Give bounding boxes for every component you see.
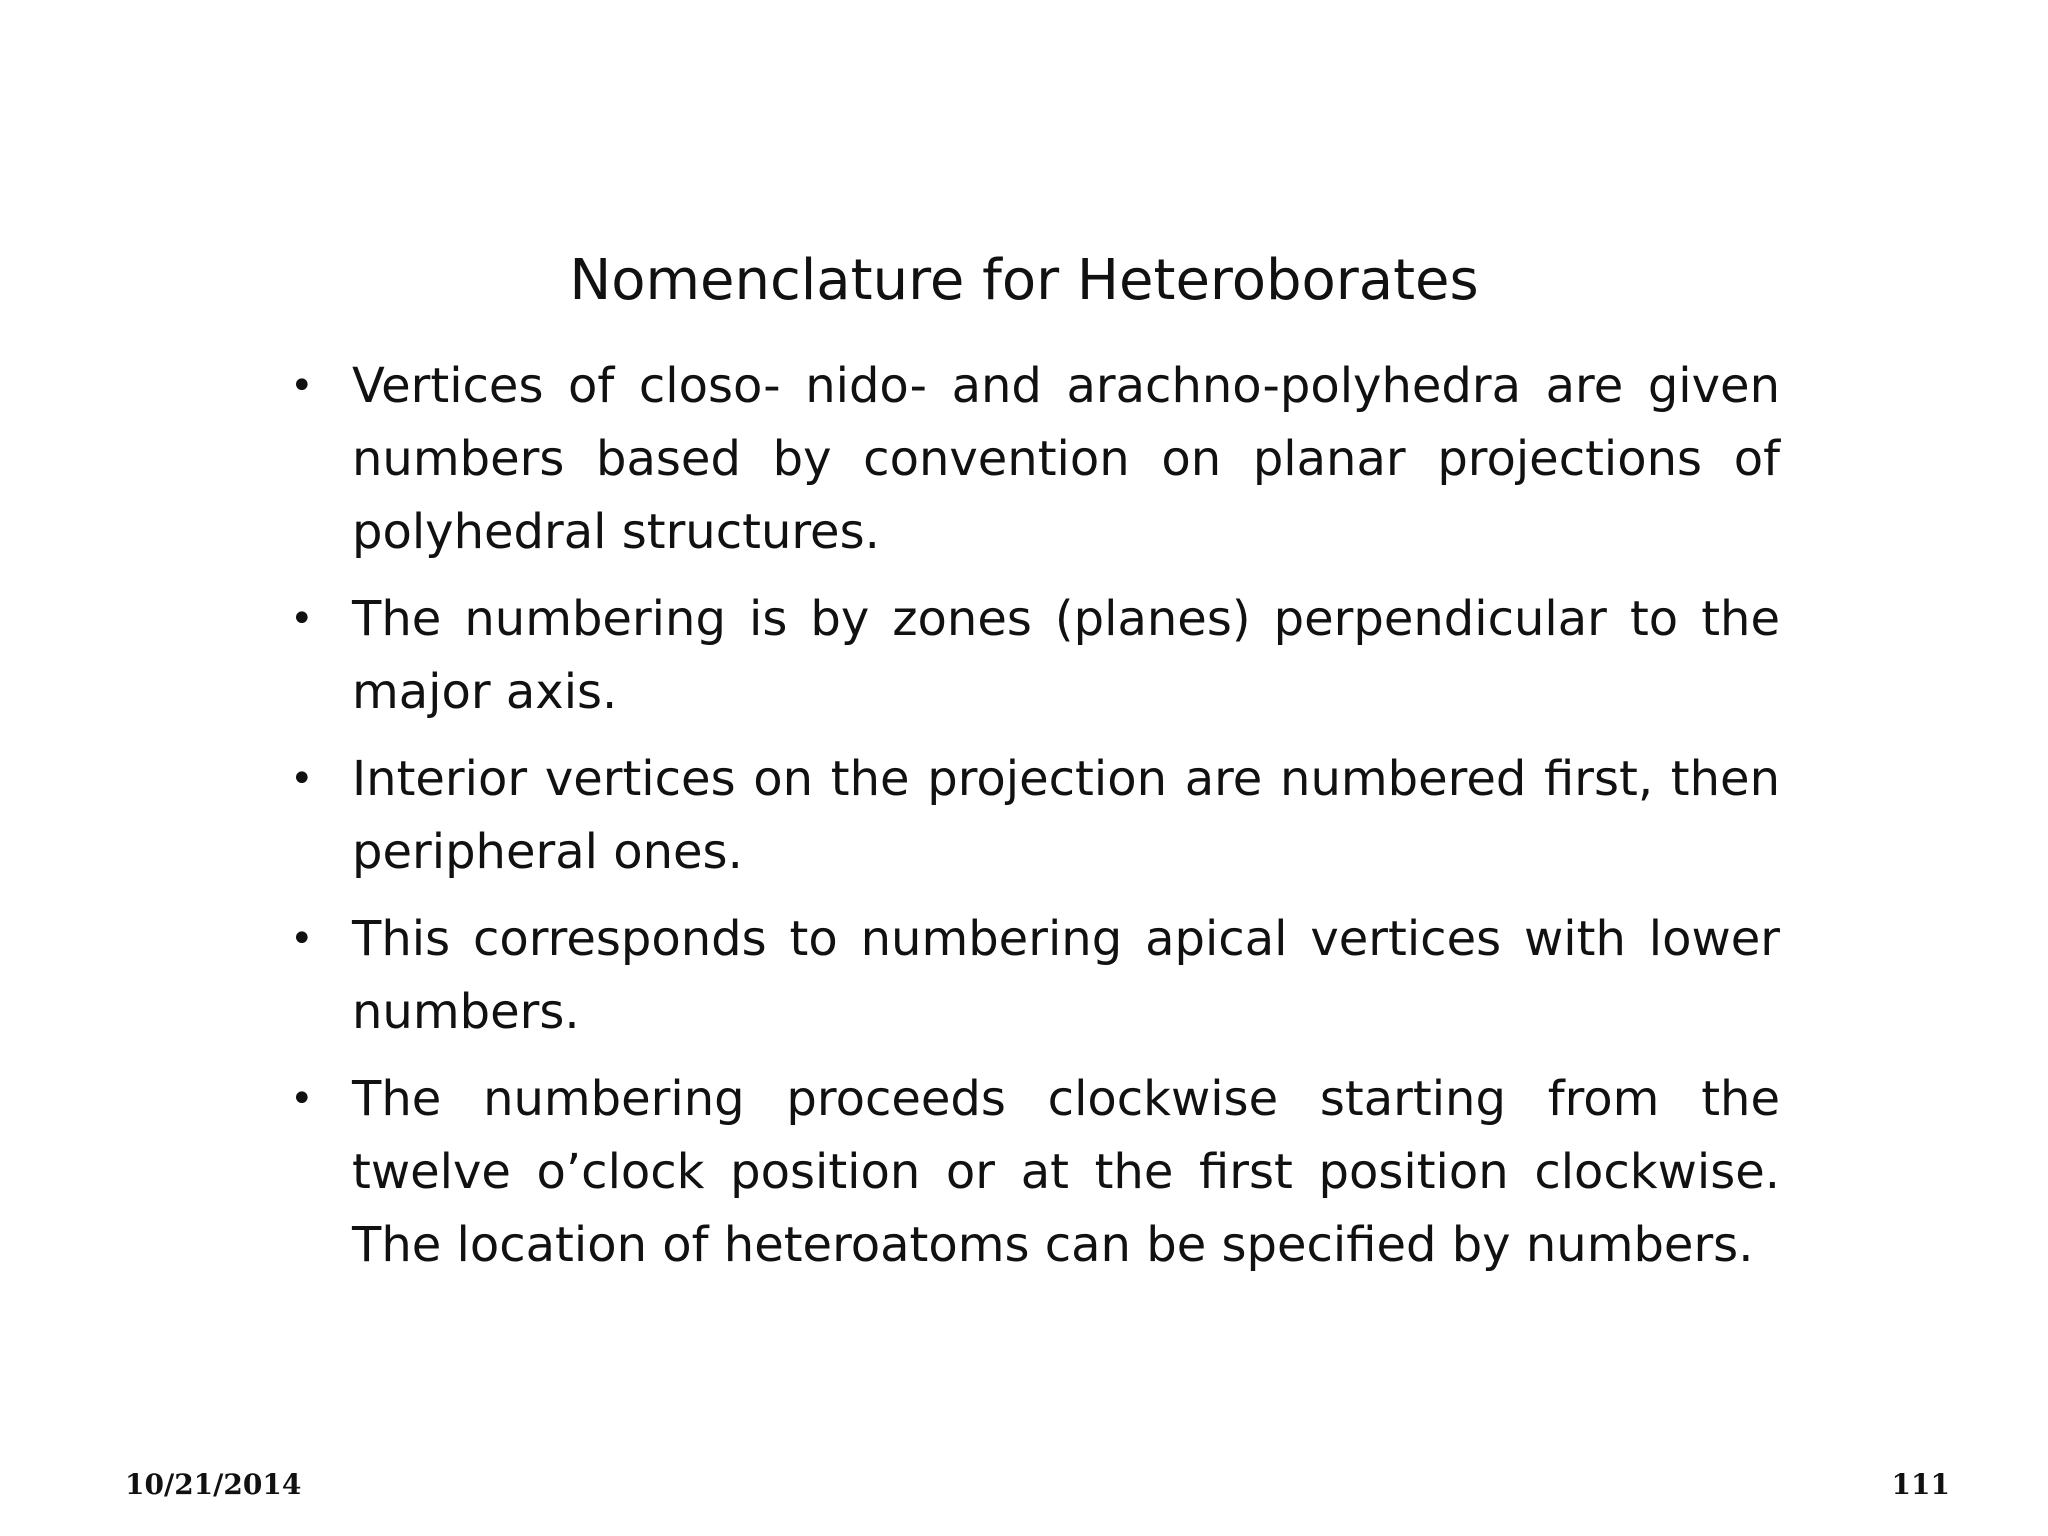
bullet-item [290, 583, 1780, 729]
bullet-icon: • [290, 1076, 314, 1122]
bullet-text: The numbering proceeds clockwise starting from the twelve o’clock position or at the first position clockwise. The location of heteroatoms can be specified by numbers. [352, 1071, 1780, 1273]
bullet-icon: • [290, 756, 314, 802]
bullet-item [290, 903, 1780, 1049]
bullet-icon: • [290, 363, 314, 409]
bullet-text: Vertices of closo- nido- and arachno-polyhedra are given numbers based by convention on planar projections of polyhedral structures. [352, 358, 1780, 560]
slide-title: Nomenclature for Heteroborates [569, 248, 1479, 313]
bullet-text: This corresponds to numbering apical vertices with lower numbers. [352, 911, 1780, 1040]
bullet-icon: • [290, 596, 314, 642]
bullet-item [290, 743, 1780, 889]
bullet-item [290, 1063, 1780, 1282]
footer-date: 10/21/2014 [125, 1468, 302, 1501]
footer-page-number: 111 [1891, 1468, 1950, 1501]
bullet-text: The numbering is by zones (planes) perpendicular to the major axis. [352, 591, 1780, 720]
bullet-text: Interior vertices on the projection are numbered first, then peripheral ones. [352, 751, 1780, 880]
bullet-list [290, 350, 1780, 1296]
bullet-item [290, 350, 1780, 569]
bullet-icon: • [290, 916, 314, 962]
